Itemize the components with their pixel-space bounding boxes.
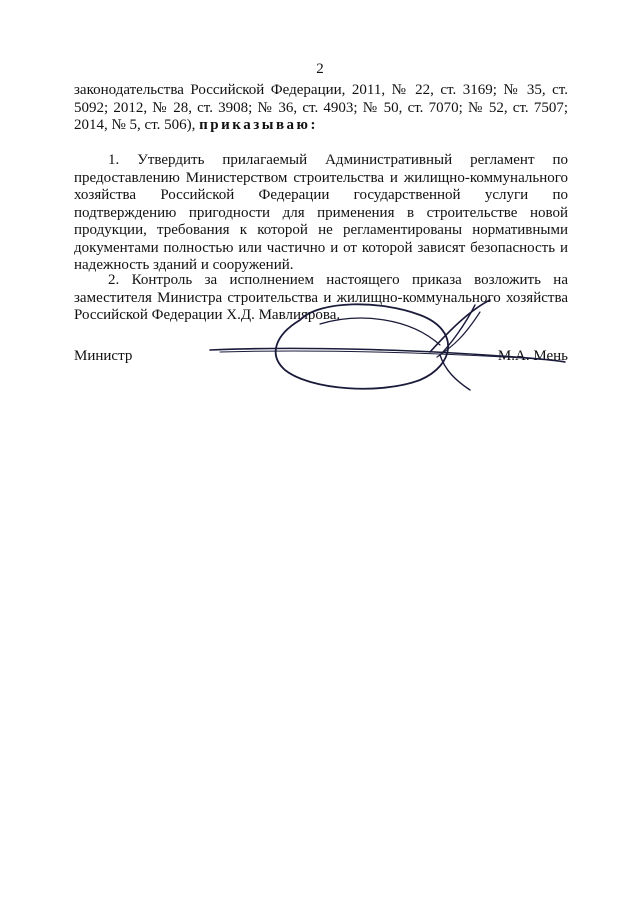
page-number: 2: [316, 61, 324, 77]
intro-paragraph: [74, 82, 568, 135]
clause-2: 2. Контроль за исполнением настоящего приказа возложить на заместителя Министра строительства и жилищно-коммунального хозяйства Российской Федерации Х.Д. Мавлиярова.: [74, 272, 568, 323]
intro-text: законодательства Российской Федерации, 2011, № 22, ст. 3169; № 35, ст. 5092; 2012, № 28, ст. 3908; № 36, ст. 4903; № 50, ст. 7070; № 52, ст. 7507; 2014, № 5, ст. 506),: [74, 82, 568, 133]
signer-name: М.А. Мень: [497, 348, 568, 364]
order-word: приказываю:: [199, 117, 318, 133]
clause-1: 1. Утвердить прилагаемый Административный регламент по предоставлению Министерством строительства и жилищно-коммунального хозяйства Российской Федерации государственной услуги по подтверждению пригодности для применения в строительстве новой продукции, требования к которой не регламентированы нормативными документами полностью или частично и от которой зависят безопасность и надежность зданий и сооружений.: [74, 152, 568, 273]
signer-title: Министр: [74, 348, 133, 364]
signature-block: [74, 346, 568, 368]
